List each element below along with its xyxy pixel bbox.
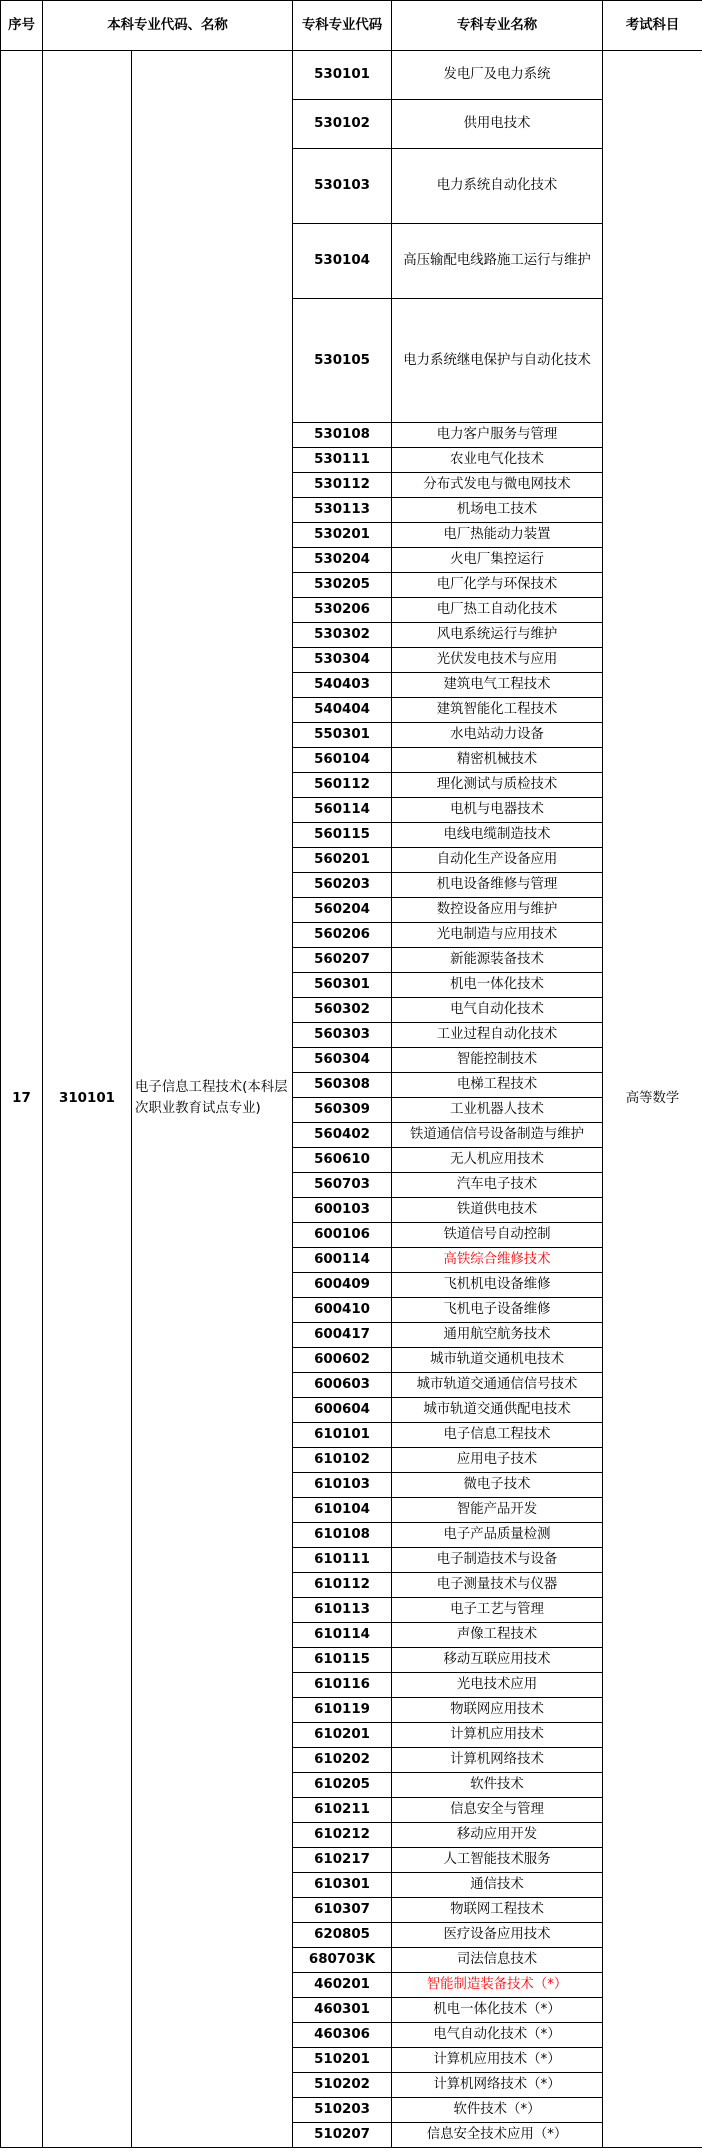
major-code-cell: 610103 xyxy=(293,1473,392,1498)
major-code-cell: 560114 xyxy=(293,798,392,823)
major-code-cell: 560206 xyxy=(293,923,392,948)
major-name-cell: 供用电技术 xyxy=(392,100,603,149)
major-code-cell: 610114 xyxy=(293,1623,392,1648)
major-name-cell: 电气自动化技术（*） xyxy=(392,2023,603,2048)
major-name-cell: 软件技术（*） xyxy=(392,2098,603,2123)
major-name-cell: 物联网工程技术 xyxy=(392,1898,603,1923)
major-code-cell: 610112 xyxy=(293,1573,392,1598)
major-name-cell: 数控设备应用与维护 xyxy=(392,898,603,923)
major-name-cell: 软件技术 xyxy=(392,1773,603,1798)
major-code-cell: 560201 xyxy=(293,848,392,873)
major-code-cell: 560207 xyxy=(293,948,392,973)
major-name-cell: 智能产品开发 xyxy=(392,1498,603,1523)
major-code-cell: 610111 xyxy=(293,1548,392,1573)
major-name-cell: 农业电气化技术 xyxy=(392,448,603,473)
major-code-cell: 530204 xyxy=(293,548,392,573)
major-code-cell: 610205 xyxy=(293,1773,392,1798)
major-name-cell: 工业过程自动化技术 xyxy=(392,1023,603,1048)
major-name-cell: 电线电缆制造技术 xyxy=(392,823,603,848)
seq-cell: 17 xyxy=(1,51,43,2148)
major-name-cell: 电梯工程技术 xyxy=(392,1073,603,1098)
major-code-cell: 600603 xyxy=(293,1373,392,1398)
major-name-cell: 计算机网络技术（*） xyxy=(392,2073,603,2098)
major-name-cell: 铁道通信信号设备制造与维护 xyxy=(392,1123,603,1148)
major-code-cell: 530206 xyxy=(293,598,392,623)
major-name-cell: 分布式发电与微电网技术 xyxy=(392,473,603,498)
major-name-cell: 机电设备维修与管理 xyxy=(392,873,603,898)
major-name-cell: 电厂热能动力装置 xyxy=(392,523,603,548)
major-code-cell: 600604 xyxy=(293,1398,392,1423)
major-name-cell: 电子制造技术与设备 xyxy=(392,1548,603,1573)
major-name-cell: 光电制造与应用技术 xyxy=(392,923,603,948)
major-name-cell: 工业机器人技术 xyxy=(392,1098,603,1123)
major-code-cell: 600106 xyxy=(293,1223,392,1248)
major-name-cell: 物联网应用技术 xyxy=(392,1698,603,1723)
major-code-cell: 510202 xyxy=(293,2073,392,2098)
major-name-cell: 铁道供电技术 xyxy=(392,1198,603,1223)
major-name-cell: 信息安全技术应用（*） xyxy=(392,2123,603,2148)
major-code-cell: 600114 xyxy=(293,1248,392,1273)
major-code-cell: 610217 xyxy=(293,1848,392,1873)
major-code-cell: 530105 xyxy=(293,299,392,423)
major-code-cell: 600410 xyxy=(293,1298,392,1323)
major-name-cell: 无人机应用技术 xyxy=(392,1148,603,1173)
header-name: 专科专业名称 xyxy=(392,1,603,51)
major-code-cell: 530112 xyxy=(293,473,392,498)
major-code-cell: 560308 xyxy=(293,1073,392,1098)
header-seq: 序号 xyxy=(1,1,43,51)
major-code-cell: 560610 xyxy=(293,1148,392,1173)
major-code-cell: 540404 xyxy=(293,698,392,723)
major-name-cell: 机电一体化技术 xyxy=(392,973,603,998)
major-name-cell: 电厂热工自动化技术 xyxy=(392,598,603,623)
major-code-cell: 610102 xyxy=(293,1448,392,1473)
major-code-cell: 600409 xyxy=(293,1273,392,1298)
major-name-cell: 铁道信号自动控制 xyxy=(392,1223,603,1248)
major-name-cell: 飞机电子设备维修 xyxy=(392,1298,603,1323)
major-name-cell: 电子工艺与管理 xyxy=(392,1598,603,1623)
major-code-cell: 610119 xyxy=(293,1698,392,1723)
major-code-cell: 460306 xyxy=(293,2023,392,2048)
major-code-cell: 610301 xyxy=(293,1873,392,1898)
major-name-cell: 电力系统自动化技术 xyxy=(392,149,603,224)
major-name-cell: 水电站动力设备 xyxy=(392,723,603,748)
major-code-cell: 530302 xyxy=(293,623,392,648)
major-name-cell: 新能源装备技术 xyxy=(392,948,603,973)
major-code-cell: 460301 xyxy=(293,1998,392,2023)
major-code-cell: 610211 xyxy=(293,1798,392,1823)
major-name-cell: 高铁综合维修技术 xyxy=(392,1248,603,1273)
major-name-cell: 通信技术 xyxy=(392,1873,603,1898)
table-body xyxy=(1,51,702,2148)
major-code-cell: 510207 xyxy=(293,2123,392,2148)
major-name-cell: 电机与电器技术 xyxy=(392,798,603,823)
major-name-cell: 风电系统运行与维护 xyxy=(392,623,603,648)
major-name-cell: 医疗设备应用技术 xyxy=(392,1923,603,1948)
major-code-cell: 610101 xyxy=(293,1423,392,1448)
major-name-cell: 电子产品质量检测 xyxy=(392,1523,603,1548)
major-name-cell: 智能控制技术 xyxy=(392,1048,603,1073)
major-name-cell: 计算机应用技术 xyxy=(392,1723,603,1748)
major-code-cell: 610113 xyxy=(293,1598,392,1623)
major-name-cell: 电子测量技术与仪器 xyxy=(392,1573,603,1598)
major-code-cell: 530304 xyxy=(293,648,392,673)
major-code-cell: 560104 xyxy=(293,748,392,773)
major-name-cell: 声像工程技术 xyxy=(392,1623,603,1648)
major-name-cell: 移动应用开发 xyxy=(392,1823,603,1848)
table-row xyxy=(1,51,702,100)
major-name-cell: 移动互联应用技术 xyxy=(392,1648,603,1673)
major-name-cell: 城市轨道交通供配电技术 xyxy=(392,1398,603,1423)
major-name-cell: 计算机网络技术 xyxy=(392,1748,603,1773)
major-code-cell: 530111 xyxy=(293,448,392,473)
major-name-cell: 信息安全与管理 xyxy=(392,1798,603,1823)
major-code-cell: 600417 xyxy=(293,1323,392,1348)
major-name-cell: 微电子技术 xyxy=(392,1473,603,1498)
major-name-cell: 发电厂及电力系统 xyxy=(392,51,603,100)
header-row xyxy=(1,1,702,51)
major-code-cell: 530103 xyxy=(293,149,392,224)
major-code-cell: 530201 xyxy=(293,523,392,548)
major-name-cell: 理化测试与质检技术 xyxy=(392,773,603,798)
major-name-cell: 城市轨道交通通信信号技术 xyxy=(392,1373,603,1398)
major-name-cell: 通用航空航务技术 xyxy=(392,1323,603,1348)
major-code-cell: 610104 xyxy=(293,1498,392,1523)
major-code-cell: 560703 xyxy=(293,1173,392,1198)
major-name-cell: 人工智能技术服务 xyxy=(392,1848,603,1873)
header-code: 专科专业代码 xyxy=(293,1,392,51)
major-code-cell: 540403 xyxy=(293,673,392,698)
major-name-cell: 智能制造装备技术（*） xyxy=(392,1973,603,1998)
major-code-cell: 460201 xyxy=(293,1973,392,1998)
major-name-cell: 司法信息技术 xyxy=(392,1948,603,1973)
header-exam: 考试科目 xyxy=(603,1,702,51)
major-code-cell: 610108 xyxy=(293,1523,392,1548)
major-name-cell: 电气自动化技术 xyxy=(392,998,603,1023)
major-code-cell: 530101 xyxy=(293,51,392,100)
major-name-cell: 应用电子技术 xyxy=(392,1448,603,1473)
major-name-cell: 机场电工技术 xyxy=(392,498,603,523)
major-name-cell: 自动化生产设备应用 xyxy=(392,848,603,873)
major-code-cell: 610116 xyxy=(293,1673,392,1698)
major-code-cell: 680703K xyxy=(293,1948,392,1973)
major-code-cell: 530108 xyxy=(293,423,392,448)
major-code-cell: 560115 xyxy=(293,823,392,848)
major-code-cell: 560304 xyxy=(293,1048,392,1073)
bachelor-code-cell: 310101 xyxy=(43,51,132,2148)
bachelor-name-cell: 电子信息工程技术(本科层次职业教育试点专业) xyxy=(132,51,293,2148)
major-name-cell: 电厂化学与环保技术 xyxy=(392,573,603,598)
major-name-cell: 精密机械技术 xyxy=(392,748,603,773)
major-name-cell: 高压输配电线路施工运行与维护 xyxy=(392,224,603,299)
major-code-cell: 610212 xyxy=(293,1823,392,1848)
major-code-cell: 560303 xyxy=(293,1023,392,1048)
major-code-cell: 560203 xyxy=(293,873,392,898)
major-name-cell: 汽车电子技术 xyxy=(392,1173,603,1198)
major-code-cell: 610202 xyxy=(293,1748,392,1773)
major-name-cell: 建筑电气工程技术 xyxy=(392,673,603,698)
major-code-cell: 510203 xyxy=(293,2098,392,2123)
major-code-cell: 610307 xyxy=(293,1898,392,1923)
major-name-cell: 飞机机电设备维修 xyxy=(392,1273,603,1298)
major-code-cell: 560402 xyxy=(293,1123,392,1148)
major-name-cell: 光伏发电技术与应用 xyxy=(392,648,603,673)
major-name-cell: 电子信息工程技术 xyxy=(392,1423,603,1448)
major-code-cell: 550301 xyxy=(293,723,392,748)
major-code-cell: 530104 xyxy=(293,224,392,299)
major-code-cell: 530102 xyxy=(293,100,392,149)
header-bachelor: 本科专业代码、名称 xyxy=(43,1,293,51)
major-name-cell: 计算机应用技术（*） xyxy=(392,2048,603,2073)
major-name-cell: 火电厂集控运行 xyxy=(392,548,603,573)
major-code-cell: 510201 xyxy=(293,2048,392,2073)
major-code-cell: 620805 xyxy=(293,1923,392,1948)
major-code-cell: 560112 xyxy=(293,773,392,798)
major-code-cell: 610115 xyxy=(293,1648,392,1673)
major-code-cell: 600602 xyxy=(293,1348,392,1373)
major-name-cell: 光电技术应用 xyxy=(392,1673,603,1698)
major-name-cell: 建筑智能化工程技术 xyxy=(392,698,603,723)
exam-cell: 高等数学 xyxy=(603,51,702,2148)
major-code-cell: 560301 xyxy=(293,973,392,998)
major-name-cell: 电力系统继电保护与自动化技术 xyxy=(392,299,603,423)
major-name-cell: 机电一体化技术（*） xyxy=(392,1998,603,2023)
major-code-cell: 530113 xyxy=(293,498,392,523)
major-code-cell: 560204 xyxy=(293,898,392,923)
major-code-cell: 530205 xyxy=(293,573,392,598)
major-code-cell: 560309 xyxy=(293,1098,392,1123)
major-code-cell: 600103 xyxy=(293,1198,392,1223)
major-name-cell: 电力客户服务与管理 xyxy=(392,423,603,448)
major-name-cell: 城市轨道交通机电技术 xyxy=(392,1348,603,1373)
major-code-cell: 560302 xyxy=(293,998,392,1023)
major-code-cell: 610201 xyxy=(293,1723,392,1748)
